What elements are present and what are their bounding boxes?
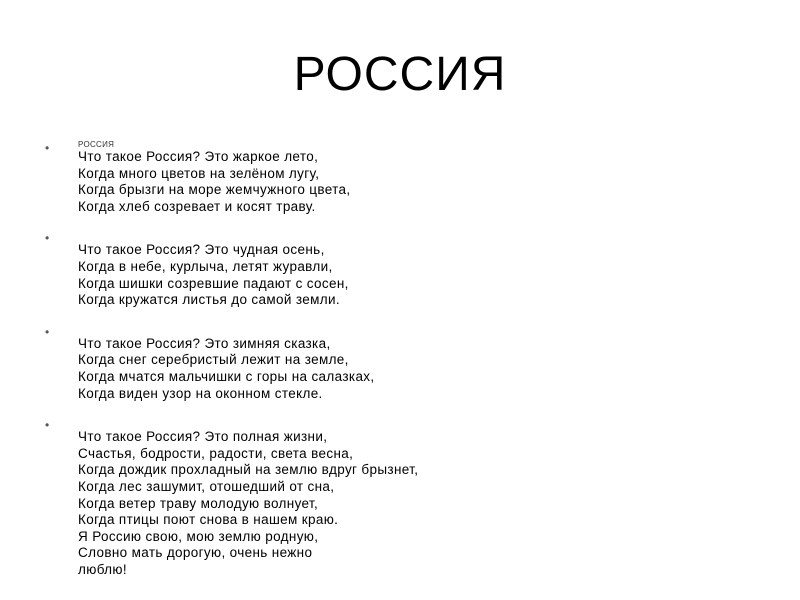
poem-line: Когда виден узор на оконном стекле.	[78, 385, 323, 401]
bullet-dot-icon: •	[45, 324, 50, 339]
bullet-dot-icon: •	[45, 418, 50, 433]
poem-line: Словно мать дорогую, очень нежно	[78, 545, 313, 561]
poem-line: Когда в небе, курлыча, летят журавли,	[78, 258, 333, 274]
poem-line: Когда много цветов на зелёном лугу,	[78, 165, 320, 181]
poem-line: Когда мчатся мальчишки с горы на салазках,	[78, 368, 375, 384]
stanza-label: РОССИЯ	[78, 140, 115, 149]
poem-line: Когда птицы поют снова в нашем краю.	[78, 512, 339, 528]
poem-line: Когда снег серебристый лежит на земле,	[78, 352, 349, 368]
bullet-dot-icon: •	[45, 231, 50, 246]
poem-line: Что такое Россия? Это чудная осень,	[78, 242, 325, 258]
stanza-lines	[78, 149, 778, 215]
poem-line: Когда хлеб созревает и косят траву.	[78, 198, 316, 214]
poem-line: Счастья, бодрости, радости, света весна,	[78, 445, 354, 461]
poem-line: Когда кружатся листья до самой земли.	[78, 292, 340, 308]
stanza-1	[38, 140, 778, 215]
poem-line: Что такое Россия? Это зимняя сказка,	[78, 335, 331, 351]
poem-line: Когда лес зашумит, отошедший от сна,	[78, 478, 335, 494]
poem-line: Когда ветер траву молодую волнует,	[78, 495, 319, 511]
stanza-lines	[78, 230, 778, 308]
poem-line: Когда брызги на море жемчужного цвета,	[78, 182, 351, 198]
poem-line: Когда дождик прохладный на землю вдруг брызнет,	[78, 462, 419, 478]
poem-bullet-list	[38, 140, 778, 593]
poem-line: Что такое Россия? Это полная жизни,	[78, 429, 328, 445]
slide-title: РОССИЯ	[293, 48, 507, 101]
stanza-lines	[78, 324, 778, 402]
poem-line: Что такое Россия? Это жаркое лето,	[78, 149, 319, 164]
stanza-2	[38, 230, 778, 308]
poem-line: Когда шишки созревшие падают с сосен,	[78, 275, 349, 291]
stanza-4	[38, 417, 778, 578]
stanza-3	[38, 324, 778, 402]
poem-line: люблю!	[78, 561, 127, 577]
stanza-lines	[78, 417, 778, 578]
bullet-dot-icon: •	[45, 141, 50, 155]
poem-line: Я Россию свою, мою землю родную,	[78, 528, 319, 544]
